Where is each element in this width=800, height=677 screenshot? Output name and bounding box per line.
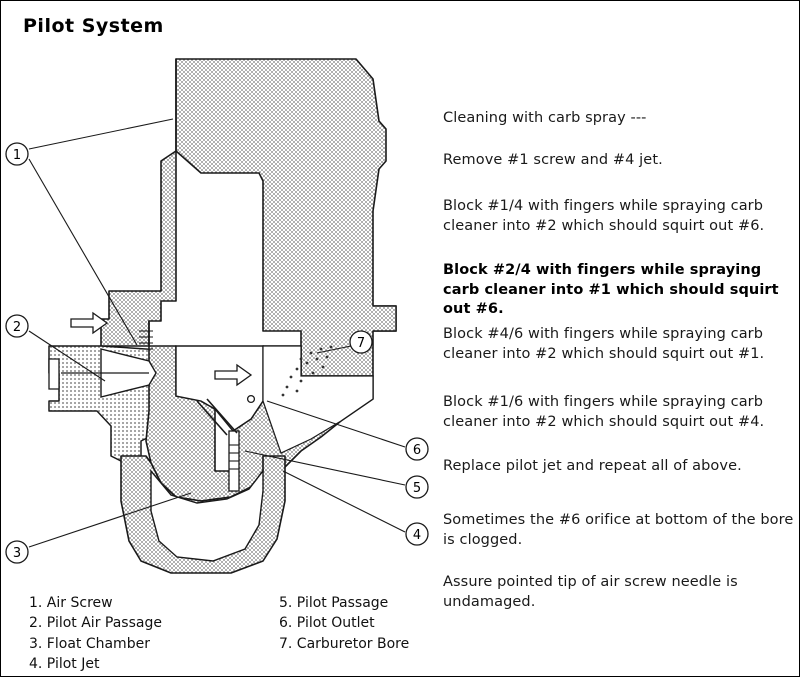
instruction-line-2: Remove #1 screw and #4 jet. — [443, 152, 663, 168]
instruction-line-4: Block #2/4 with fingers while spraying carb cleaner into #1 which should squirt out #6. — [443, 262, 779, 318]
legend-item-5: 5. Pilot Passage — [279, 595, 389, 611]
callout-label-5: 5 — [412, 481, 422, 496]
instruction-line-5: Block #4/6 with fingers while spraying carb cleaner into #2 which should squirt out #1. — [443, 326, 765, 362]
callout-label-6: 6 — [412, 443, 422, 458]
legend-item-7: 7. Carburetor Bore — [279, 635, 410, 652]
legend-item-4: 4. Pilot Jet — [29, 655, 100, 672]
callout-label-1: 1 — [12, 148, 22, 163]
callout-label-2: 2 — [12, 320, 22, 335]
instruction-line-1: Cleaning with carb spray --- — [443, 110, 647, 126]
page-title: Pilot System — [23, 15, 164, 37]
legend-item-3: 3. Float Chamber — [29, 635, 150, 652]
legend-column-right — [279, 593, 429, 654]
instruction-line-9: Assure pointed tip of air screw needle is undamaged. — [443, 574, 738, 610]
legend-item-2: 2. Pilot Air Passage — [29, 615, 162, 632]
instruction-line-6: Block #1/6 with fingers while spraying carb cleaner into #2 which should squirt out #4. — [443, 394, 765, 430]
callout-label-4: 4 — [412, 528, 422, 543]
carburetor-body — [49, 59, 396, 573]
instruction-line-8: Sometimes the #6 orifice at bottom of the bore is clogged. — [443, 512, 794, 548]
legend — [29, 593, 433, 674]
callout-label-3: 3 — [12, 546, 22, 561]
legend-column-left — [29, 593, 279, 674]
legend-item-1: 1. Air Screw — [29, 595, 113, 611]
callout-label-7: 7 — [356, 336, 366, 351]
legend-item-6: 6. Pilot Outlet — [279, 615, 375, 632]
instruction-line-7: Replace pilot jet and repeat all of above. — [443, 458, 742, 474]
instruction-line-3: Block #1/4 with fingers while spraying carb cleaner into #2 which should squirt out #6. — [443, 198, 765, 234]
